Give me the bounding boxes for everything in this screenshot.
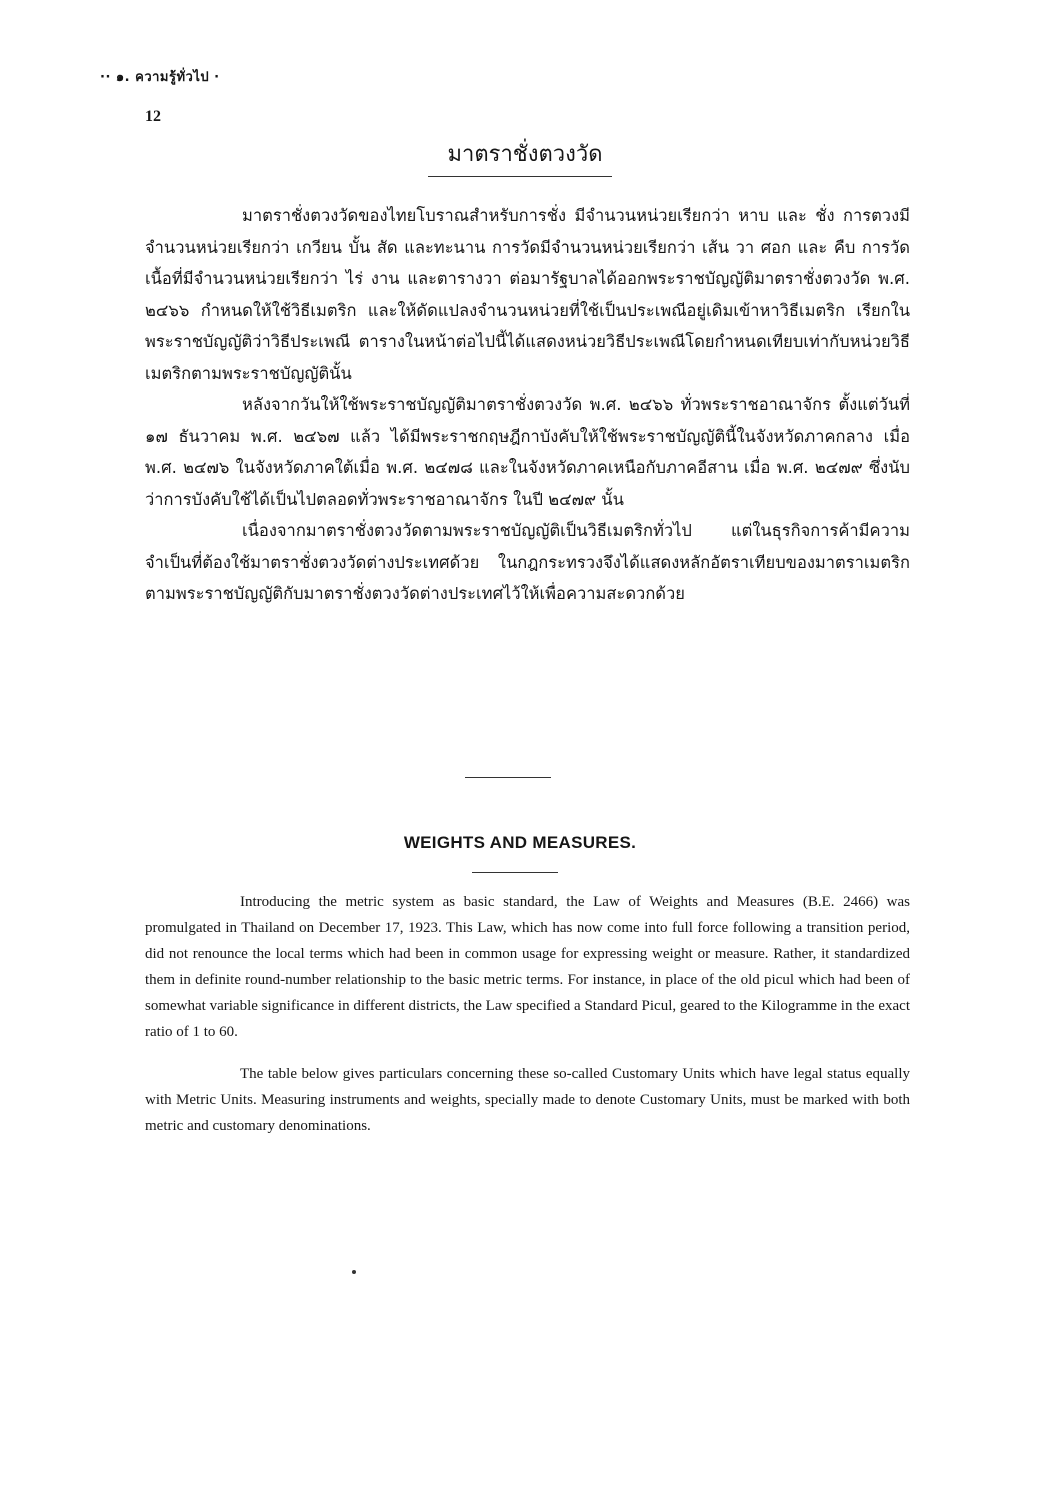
thai-paragraph: หลังจากวันให้ใช้พระราชบัญญัติมาตราชั่งตวงวัด พ.ศ. ๒๔๖๖ ทั่วพระราชอาณาจักร ตั้งแต่วันที่ ๑๗ ธันวาคม พ.ศ. ๒๔๖๗ แล้ว ได้มีพระราชกฤษฎีกาบังคับให้ใช้พระราชบัญญัตินี้ในจังหวัดภาคกลาง เมื่อ พ.ศ. ๒๔๗๖ ในจังหวัดภาคใต้เมื่อ พ.ศ. ๒๔๗๘ และในจังหวัดภาคเหนือกับภาคอีสาน เมื่อ พ.ศ. ๒๔๗๙ ซึ่งนับว่าการบังคับใช้ได้เป็นไปตลอดทั่วพระราชอาณาจักร ในปี ๒๔๗๙ นั้น xyxy=(145,395,910,509)
thai-section-title: มาตราชั่งตวงวัด xyxy=(447,142,603,167)
stray-mark xyxy=(352,1270,356,1274)
thai-title-underline xyxy=(428,176,612,177)
english-body xyxy=(145,889,910,1139)
thai-body xyxy=(145,200,910,610)
english-section-title: WEIGHTS AND MEASURES. xyxy=(403,833,637,852)
thai-paragraph: มาตราชั่งตวงวัดของไทยโบราณสำหรับการชั่ง มีจำนวนหน่วยเรียกว่า หาบ และ ชั่ง การตวงมีจำนวนหน่วยเรียกว่า เกวียน บั้น สัด และทะนาน การวัดมีจำนวนหน่วยเรียกว่า เส้น วา ศอก และ คืบ การวัดเนื้อที่มีจำนวนหน่วยเรียกว่า ไร่ งาน และตารางวา ต่อมารัฐบาลได้ออกพระราชบัญญัติมาตราชั่งตวงวัด พ.ศ. ๒๔๖๖ กำหนดให้ใช้วิธีเมตริก และให้ดัดแปลงจำนวนหน่วยที่ใช้เป็นประเพณีอยู่เดิมเข้าหาวิธีเมตริก เรียกในพระราชบัญญัติว่าวิธีประเพณี ตารางในหน้าต่อไปนี้ได้แสดงหน่วยวิธีประเพณีโดยกำหนดเทียบเท่ากับหน่วยวิธีเมตริกตามพระราชบัญญัตินั้น xyxy=(145,206,910,383)
running-head: ·· ๑. ความรู้ทั่วไป · xyxy=(100,70,220,85)
english-paragraph: Introducing the metric system as basic standard, the Law of Weights and Measures (B.E. 2466) was promulgated in Thailand on December 17, 1923. This Law, which has now come into full force following a transition period, did not renounce the local terms which had been in common usage for expressing weight or measure. Rather, it standardized them in definite round-number relationship to the basic metric terms. For instance, in place of the old picul which had been of somewhat variable significance in different districts, the Law specified a Standard Picul, geared to the Kilogramme in the exact ratio of 1 to 60. xyxy=(145,894,910,1040)
english-title-underline xyxy=(472,872,558,873)
page-number: 12 xyxy=(145,108,161,125)
thai-paragraph: เนื่องจากมาตราชั่งตวงวัดตามพระราชบัญญัติเป็นวิธีเมตริกทั่วไป แต่ในธุรกิจการค้ามีความจำเป็นที่ต้องใช้มาตราชั่งตวงวัดต่างประเทศด้วย ในกฎกระทรวงจึงได้แสดงหลักอัตราเทียบของมาตราเมตริกตามพระราชบัญญัติกับมาตราชั่งตวงวัดต่างประเทศไว้ให้เพื่อความสะดวกด้วย xyxy=(145,521,910,603)
english-paragraph: The table below gives particulars concerning these so-called Customary Units which have legal status equally with Metric Units. Measuring instruments and weights, specially made to denote Customary Units, must be marked with both metric and customary denominations. xyxy=(145,1066,910,1134)
section-divider xyxy=(465,777,551,778)
